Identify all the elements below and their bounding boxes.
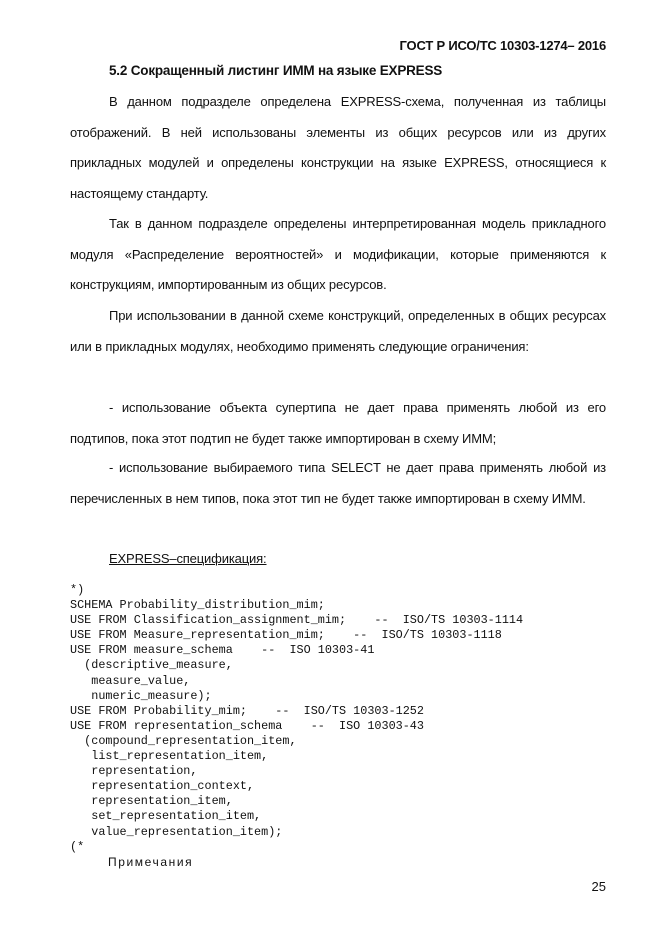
page-number: 25 <box>591 879 606 894</box>
paragraph-restrictions: При использовании в данной схеме конструкций, определенных в общих ресурсах или в прикладных модулях, необходимо применять следующие ограничения: <box>70 308 606 354</box>
restriction-supertype: - использование объекта супертипа не дает права применять любой из его подтипов, пока этот подтип не будет также импортирован в схему ИММ; <box>70 400 606 446</box>
code-line: USE FROM representation_schema -- ISO 10303-43 <box>70 718 424 733</box>
paragraph-express-schema: В данном подразделе определена EXPRESS-схема, полученная из таблицы отображений. В ней использованы элементы из общих ресурсов или из других прикладных модулей и определены конструкции на языке EXPRESS, относящиеся к настоящему стандарту. <box>70 94 606 201</box>
code-line: set_representation_item, <box>70 809 262 824</box>
code-line: USE FROM Probability_mim; -- ISO/TS 10303-1252 <box>70 703 424 718</box>
express-specification-label: EXPRESS–спецификация: <box>109 551 267 566</box>
code-line: USE FROM Measure_representation_mim; -- ISO/TS 10303-1118 <box>70 628 502 643</box>
code-line: (descriptive_measure, <box>70 658 233 673</box>
code-line: SCHEMA Probability_distribution_mim; <box>70 598 325 613</box>
code-line: numeric_measure); <box>70 688 212 703</box>
code-line: *) <box>70 583 85 597</box>
code-line: (compound_representation_item, <box>70 733 297 748</box>
code-line: measure_value, <box>70 673 191 688</box>
code-line: value_representation_item); <box>70 824 283 839</box>
code-line: representation_item, <box>70 794 233 809</box>
code-line: USE FROM Classification_assignment_mim; -- ISO/TS 10303-1114 <box>70 613 524 628</box>
code-line: USE FROM measure_schema -- ISO 10303-41 <box>70 643 375 658</box>
code-line: representation, <box>70 764 198 779</box>
restriction-select-type: - использование выбираемого типа SELECT не дает права применять любой из перечисленных в нем типов, пока этот тип не будет также импортирован в схему ИММ. <box>70 460 606 506</box>
section-title: 5.2 Сокращенный листинг ИММ на языке EXPRESS <box>109 63 443 78</box>
paragraph-interpreted-model: Так в данном подразделе определены интерпретированная модель прикладного модуля «Распределение вероятностей» и модификации, которые применяются к конструкциям, импортированным из общих ресурсов. <box>70 216 606 292</box>
code-line: (* <box>70 839 85 854</box>
code-line: representation_context, <box>70 779 255 794</box>
code-line: list_representation_item, <box>70 749 269 764</box>
standard-header: ГОСТ Р ИСО/ТС 10303-1274– 2016 <box>399 38 606 53</box>
note-heading: Примечания <box>108 855 194 869</box>
express-code-listing <box>70 583 523 855</box>
